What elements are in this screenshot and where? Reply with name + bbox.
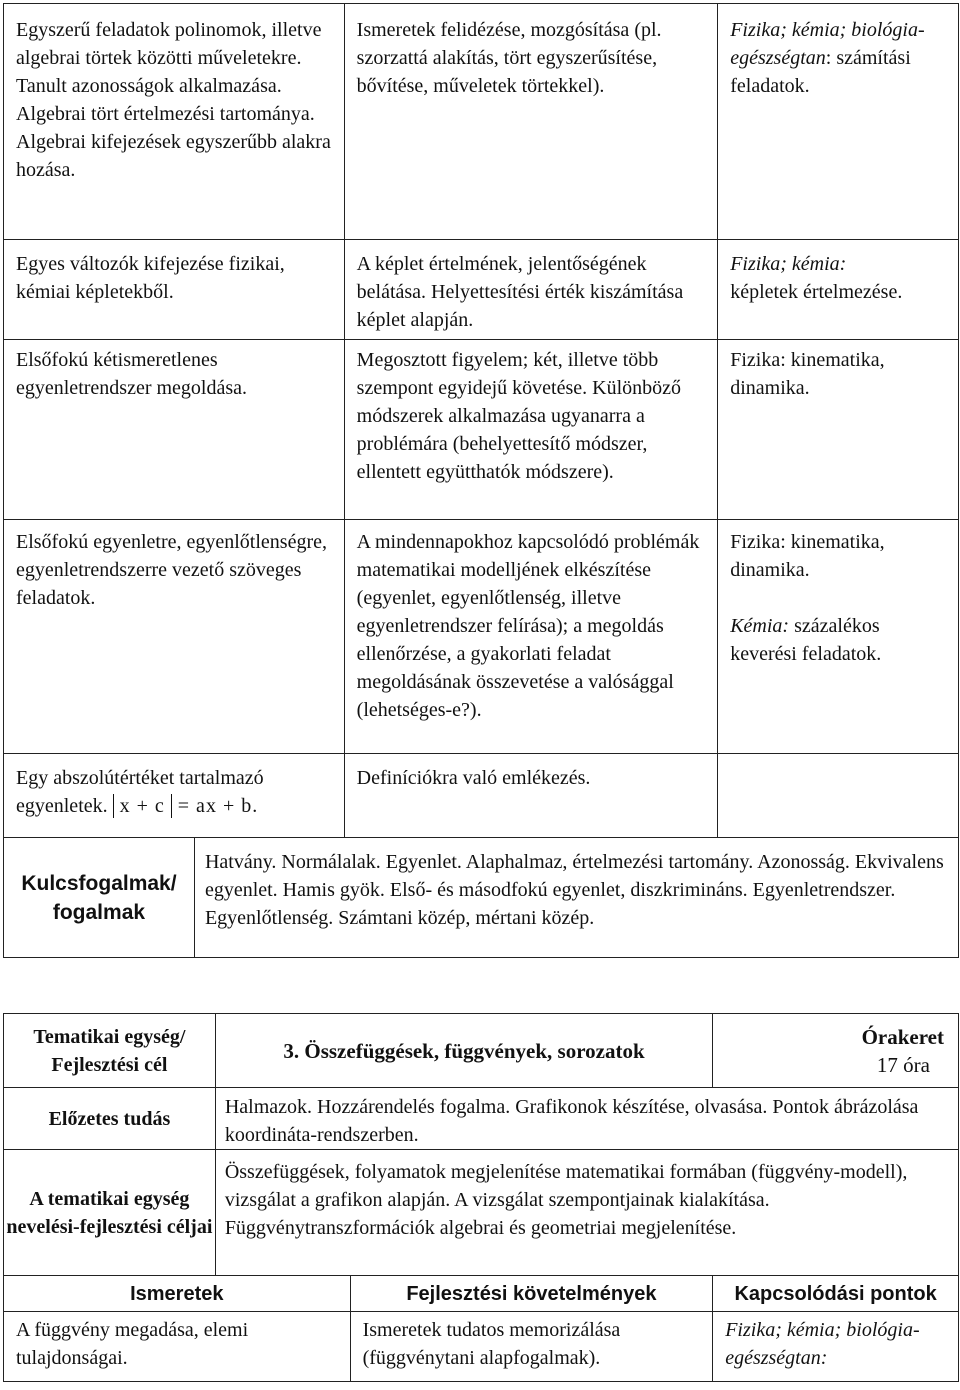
connections-cell	[718, 240, 959, 340]
requirements-cell	[350, 1312, 713, 1382]
knowledge-cell	[4, 520, 345, 754]
connections-topic: : számítási feladatok.	[730, 47, 911, 97]
connections-physics: Fizika: kinematika, dinamika.	[730, 531, 885, 581]
absolute-value-formula	[113, 795, 259, 817]
unit-label: Tematikai egység/ Fejlesztési cél	[4, 1014, 216, 1088]
knowledge-text: Elsőfokú kétismeretlenes egyenletrendszer megoldása.	[16, 349, 248, 399]
connections-subjects: Kémia:	[730, 615, 790, 637]
keywords-label: Kulcsfogalmak/ fogalmak	[4, 838, 195, 958]
connections-cell	[718, 340, 959, 520]
knowledge-cell	[4, 1312, 351, 1382]
connections-cell	[718, 520, 959, 754]
connections-text: Fizika: kinematika, dinamika.	[730, 349, 885, 399]
requirements-text: A mindennapokhoz kapcsolódó problémák matematikai modelljének elkészítése (egyenlet, egyenlőtlenség, illetve egyenletrendszer felírása); a megoldás ellenőrzése, a gyakorlati feladat megoldásának összevetése a valósággal (lehetséges-e?).	[356, 531, 700, 721]
unit-header-row	[4, 1014, 959, 1088]
absolute-value-expression: x + c	[113, 794, 172, 818]
connections-cell	[718, 754, 959, 838]
hours-label: Órakeret	[861, 1024, 944, 1049]
goals-row	[4, 1150, 959, 1276]
connections-cell	[718, 4, 959, 240]
requirements-cell	[344, 340, 718, 520]
table-row	[4, 4, 959, 240]
table-row	[4, 340, 959, 520]
requirements-cell	[344, 754, 718, 838]
prior-knowledge-cell	[215, 1088, 958, 1150]
knowledge-line: egyenletek.	[16, 795, 108, 817]
curriculum-table-top	[3, 3, 959, 838]
keywords-row	[4, 838, 959, 958]
requirements-cell	[344, 240, 718, 340]
column-header-row	[4, 1276, 959, 1312]
connections-text: Fizika; kémia; biológia-egészségtan:	[725, 1319, 920, 1369]
goals-label: A tematikai egység nevelési-fejlesztési céljai	[4, 1150, 216, 1276]
requirements-text: Megosztott figyelem; két, illetve több szempont egyidejű követése. Különböző módszerek alkalmazása ugyanarra a problémára (behelyettesítő módszer, ellentett együtthatók módszere).	[356, 349, 682, 483]
requirements-text: Ismeretek felidézése, mozgósítása (pl. szorzattá alakítás, tört egyszerűsítése, bővítése, műveletek törtekkel).	[356, 19, 662, 97]
connections-subjects: Fizika; kémia:	[730, 253, 847, 275]
table-row	[4, 520, 959, 754]
column-header-knowledge: Ismeretek	[4, 1276, 351, 1312]
connections-text	[718, 4, 958, 100]
formula-period: .	[252, 795, 259, 817]
requirements-cell	[344, 4, 718, 240]
requirements-text: Definíciókra való emlékezés.	[356, 767, 591, 789]
connections-text	[718, 754, 958, 766]
knowledge-cell	[4, 240, 345, 340]
knowledge-cell	[4, 4, 345, 240]
formula-right-side: = ax + b	[177, 795, 253, 817]
column-header-requirements: Fejlesztési követelmények	[350, 1276, 713, 1312]
keywords-cell	[194, 838, 958, 958]
connections-subjects: Fizika; kémia; biológia-egészségtan	[730, 19, 925, 69]
prior-knowledge-text: Halmazok. Hozzárendelés fogalma. Grafikonok készítése, olvasása. Pontok ábrázolása koordináta-rendszerben.	[224, 1096, 919, 1146]
knowledge-text: A függvény megadása, elemi tulajdonságai.	[16, 1319, 249, 1369]
goals-text: Összefüggések, folyamatok megjelenítése matematikai formában (függvény-modell), vizsgálat a grafikon alapján. A vizsgálat szempontjainak kialakítása. Függvénytranszformációk algebrai és geometriai megjelenítése.	[224, 1161, 908, 1239]
knowledge-text: Egyszerű feladatok polinomok, illetve algebrai törtek közötti műveletekre. Tanult azonosságok alkalmazása. Algebrai tört értelmezési tartománya. Algebrai kifejezések egyszerűbb alakra hozása.	[16, 19, 331, 181]
knowledge-text: Egyes változók kifejezése fizikai, kémiai képletekből.	[16, 253, 285, 303]
connections-text	[718, 240, 958, 306]
connections-topic: képletek értelmezése.	[730, 281, 903, 303]
knowledge-line: Egy abszolútértéket tartalmazó	[16, 767, 264, 789]
table-row	[4, 754, 959, 838]
connections-cell	[713, 1312, 959, 1382]
goals-cell	[215, 1150, 958, 1276]
hours-cell	[713, 1014, 959, 1088]
hours-value: 17 óra	[876, 1052, 930, 1077]
table-row	[4, 240, 959, 340]
knowledge-text: Elsőfokú egyenletre, egyenlőtlenségre, egyenletrendszerre vezető szöveges feladatok.	[16, 531, 327, 609]
knowledge-cell	[4, 340, 345, 520]
prior-knowledge-row	[4, 1088, 959, 1150]
knowledge-text	[4, 754, 344, 820]
table-row	[4, 1312, 959, 1382]
thematic-unit-table	[3, 1013, 959, 1382]
requirements-text: A képlet értelmének, jelentőségének belátása. Helyettesítési érték kiszámítása képlet alapján.	[356, 253, 684, 331]
prior-knowledge-label: Előzetes tudás	[4, 1088, 216, 1150]
connections-text	[718, 520, 958, 668]
knowledge-cell	[4, 754, 345, 838]
requirements-cell	[344, 520, 718, 754]
column-header-connections: Kapcsolódási pontok	[713, 1276, 959, 1312]
keywords-text: Hatvány. Normálalak. Egyenlet. Alaphalmaz, értelmezési tartomány. Azonosság. Ekvivalens egyenlet. Hamis gyök. Első- és másodfokú egyenlet, diszkrimináns. Egyenletrendszer. Egyenlőtlenség. Számtani közép, mértani közép.	[204, 851, 944, 929]
requirements-text: Ismeretek tudatos memorizálása (függvénytani alapfogalmak).	[362, 1319, 621, 1369]
connections-topic: százalékos keverési feladatok.	[730, 615, 882, 665]
keywords-table	[3, 837, 959, 958]
unit-title: 3. Összefüggések, függvények, sorozatok	[215, 1014, 712, 1088]
